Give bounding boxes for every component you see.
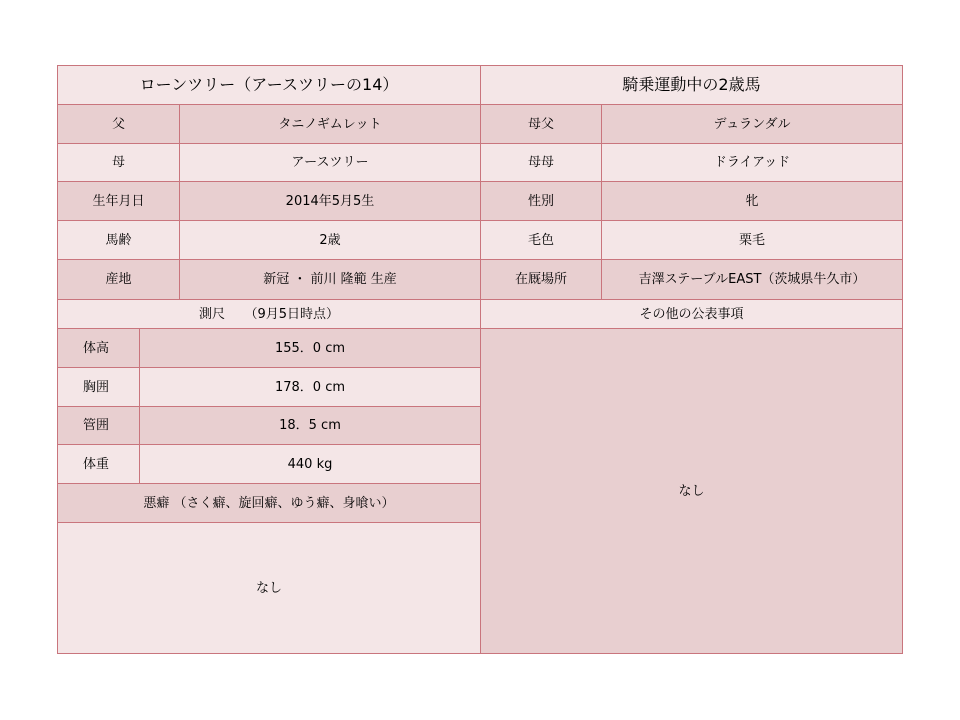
vices-heading: 悪癖 （さく癖、旋回癖、ゆう癖、身喰い） — [58, 484, 481, 523]
other-heading: その他の公表事項 — [481, 300, 902, 329]
color-label: 毛色 — [481, 221, 602, 260]
measurements-heading: 測尺 （9月5日時点） — [58, 300, 481, 329]
sire-label: 父 — [58, 105, 180, 144]
birth-label: 生年月日 — [58, 182, 180, 221]
stable-label: 在厩場所 — [481, 260, 602, 300]
status-header: 騎乗運動中の2歳馬 — [481, 66, 902, 105]
birth-value: 2014年5月5生 — [180, 182, 481, 221]
sex-label: 性別 — [481, 182, 602, 221]
dam-dam-label: 母母 — [481, 144, 602, 182]
cannon-value: 18．5 cm — [140, 407, 481, 445]
stable-value: 吉澤ステーブルEAST（茨城県牛久市） — [602, 260, 902, 300]
height-label: 体高 — [58, 329, 140, 368]
sire-value: タニノギムレット — [180, 105, 481, 144]
horse-info-table — [57, 65, 903, 654]
cannon-label: 管囲 — [58, 407, 140, 445]
height-value: 155．0 cm — [140, 329, 481, 368]
sex-value: 牝 — [602, 182, 902, 221]
girth-label: 胸囲 — [58, 368, 140, 407]
age-value: 2歳 — [180, 221, 481, 260]
color-value: 栗毛 — [602, 221, 902, 260]
dam-sire-label: 母父 — [481, 105, 602, 144]
age-label: 馬齢 — [58, 221, 180, 260]
dam-sire-value: デュランダル — [602, 105, 902, 144]
dam-dam-value: ドライアッド — [602, 144, 902, 182]
weight-value: 440 kg — [140, 445, 481, 484]
dam-value: アースツリー — [180, 144, 481, 182]
origin-value: 新冠 ・ 前川 隆範 生産 — [180, 260, 481, 300]
girth-value: 178．0 cm — [140, 368, 481, 407]
horse-name-header: ローンツリー（アースツリーの14） — [58, 66, 481, 105]
origin-label: 産地 — [58, 260, 180, 300]
vices-value: なし — [58, 523, 481, 653]
dam-label: 母 — [58, 144, 180, 182]
other-value: なし — [481, 329, 902, 653]
weight-label: 体重 — [58, 445, 140, 484]
